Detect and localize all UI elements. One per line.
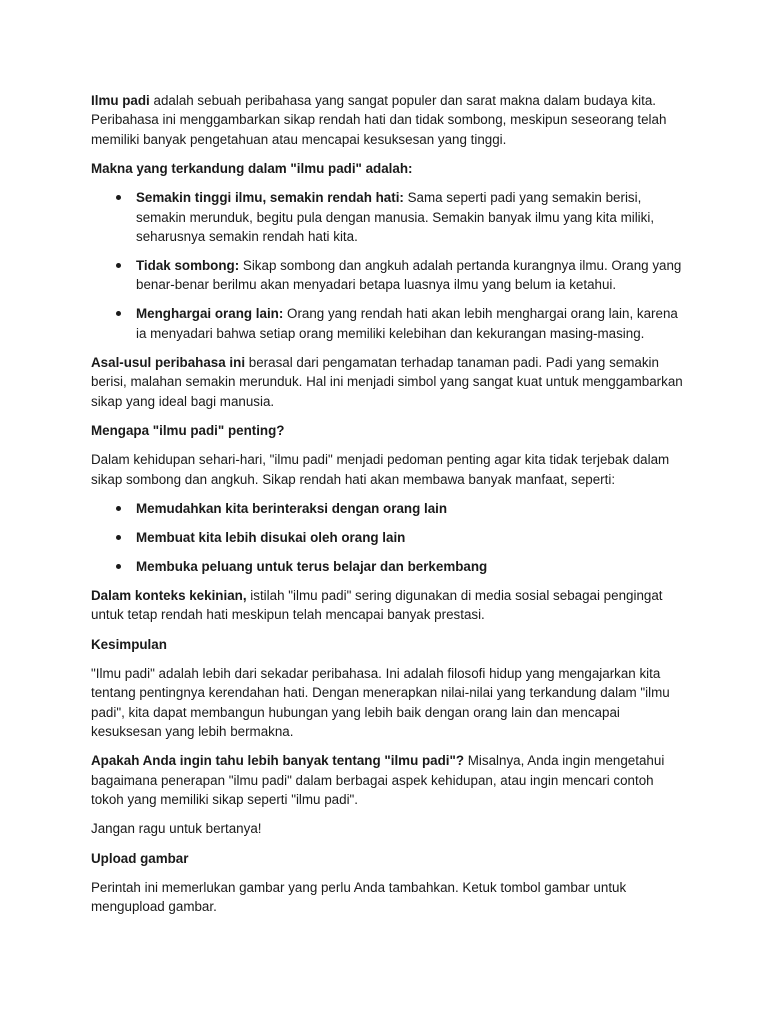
list-item: Membuka peluang untuk terus belajar dan berkembang (136, 557, 686, 576)
apakah-lead: Apakah Anda ingin tahu lebih banyak tentang "ilmu padi"? (91, 753, 465, 769)
list-item (136, 304, 686, 343)
asal-usul-text: berasal dari pengamatan terhadap tanaman padi. Padi yang semakin berisi, malahan semakin merunduk. Hal ini menjadi simbol yang sangat kuat untuk menggambarkan sikap yang ideal bagi manusia. (91, 355, 683, 409)
list-item-lead: Tidak sombong: (136, 258, 240, 274)
upload-paragraph: Perintah ini memerlukan gambar yang perlu Anda tambahkan. Ketuk tombol gambar untuk mengupload gambar. (91, 879, 627, 915)
list-item (136, 256, 686, 295)
apakah-text: Misalnya, Anda ingin mengetahui bagaimana penerapan "ilmu padi" dalam berbagai aspek kehidupan, atau ingin mencari contoh tokoh yang memiliki sikap seperti "ilmu padi". (91, 753, 665, 808)
list-item: Membuat kita lebih disukai oleh orang lain (136, 528, 686, 547)
upload-heading: Upload gambar (91, 850, 189, 866)
makna-heading: Makna yang terkandung dalam "ilmu padi" adalah: (91, 161, 413, 177)
konteks-paragraph (91, 586, 686, 625)
kesimpulan-paragraph: "Ilmu padi" adalah lebih dari sekadar peribahasa. Ini adalah filosofi hidup yang mengajarkan kita tentang pentingnya kerendahan hati. Dengan menerapkan nilai-nilai yang terkandung dalam "ilmu padi", kita dapat membangun hubungan yang lebih baik dengan orang lain dan mencapai kesuksesan yang lebih bermakna. (91, 665, 670, 740)
intro-paragraph (91, 91, 686, 149)
list-item-text: Orang yang rendah hati akan lebih menghargai orang lain, karena ia menyadari bahwa setiap orang memiliki kelebihan dan kekurangan masing-masing. (136, 306, 678, 341)
list-item-text: Sama seperti padi yang semakin berisi, semakin merunduk, begitu pula dengan manusia. Semakin banyak ilmu yang kita miliki, seharusnya semakin rendah hati kita. (136, 190, 655, 245)
list-item: Memudahkan kita berinteraksi dengan orang lain (136, 499, 686, 518)
apakah-paragraph (91, 751, 686, 809)
makna-list (91, 188, 686, 343)
list-item-text: Sikap sombong dan angkuh adalah pertanda kurangnya ilmu. Orang yang benar-benar berilmu akan menyadari betapa luasnya ilmu yang belum ia ketahui. (136, 258, 682, 293)
intro-lead: Ilmu padi (91, 93, 150, 108)
manfaat-list (91, 499, 686, 576)
mengapa-paragraph: Dalam kehidupan sehari-hari, "ilmu padi" menjadi pedoman penting agar kita tidak terjebak dalam sikap sombong dan angkuh. Sikap rendah hati akan membawa banyak manfaat, seperti: (91, 452, 670, 487)
list-item (136, 188, 686, 246)
intro-text: adalah sebuah peribahasa yang sangat populer dan sarat makna dalam budaya kita. Peribahasa ini menggambarkan sikap rendah hati dan tidak sombong, meskipun seseorang telah memiliki banyak pengetahuan atau mencapai kesuksesan yang tinggi. (91, 93, 667, 147)
mengapa-heading: Mengapa "ilmu padi" penting? (91, 423, 285, 439)
kesimpulan-heading: Kesimpulan (91, 636, 167, 652)
list-item-lead: Menghargai orang lain: (136, 306, 284, 322)
jangan-ragu-paragraph: Jangan ragu untuk bertanya! (91, 821, 262, 837)
asal-usul-lead: Asal-usul peribahasa ini (91, 355, 246, 371)
konteks-text: istilah "ilmu padi" sering digunakan di media sosial sebagai pengingat untuk tetap rendah hati meskipun telah mencapai banyak prestasi. (91, 588, 663, 623)
konteks-lead: Dalam konteks kekinian, (91, 588, 247, 604)
list-item-lead: Semakin tinggi ilmu, semakin rendah hati: (136, 190, 404, 206)
asal-usul-paragraph (91, 353, 686, 411)
